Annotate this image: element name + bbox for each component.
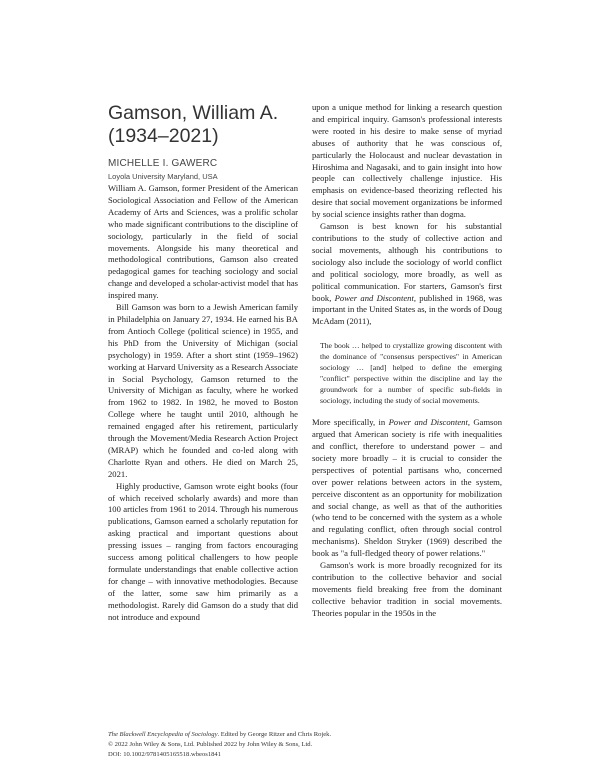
text-run: , published in 1968, was important in the United States as, in the words of Doug McAdam (2011), [312,292,503,327]
editors: . Edited by George Ritzer and Chris Rojek. [217,731,332,738]
citation-line [108,730,408,740]
paragraph: William A. Gamson, former President of the American Sociological Association and Fellow of the American Academy of Arts and Sciences, was a prolific scholar who made significant contributions to the discipline of sociology, particularly in the field of social movements. Alongside his many theoretical and methodological contributions, Gamson also created pedagogical games for teaching sociology and social change and developed a scholar-activist model that has inspired many. [108,183,298,301]
copyright-line: © 2022 John Wiley & Sons, Ltd. Published 2022 by John Wiley & Sons, Ltd. [108,741,313,748]
article-title [108,102,298,148]
paragraph: Bill Gamson was born to a Jewish American family in Philadelphia on January 27, 1934. He earned his BA from Antioch College (political science) in 1955, and his PhD from the University of Michigan (social psychology) in 1959. After a short stint (1959–1962) working at Harvard University as a Research Associate in Social Psychology, Gamson returned to the University of Michigan as faculty, where he worked from 1962 to 1982. In 1982, he moved to Boston College where he taught until 2010, although he remained engaged after his retirement, particularly through the Movement/Media Research Action Project (MRAP) which he founded and co-led along with Charlotte Ryan and others. He died on March 25, 2021. [108,302,298,479]
paragraph [312,417,502,560]
page-footer [108,730,408,760]
text-run: , Gamson argued that American society is rife with inequalities and conflict, therefore to understand power – and society more broadly – it is crucial to consider the perspectives of potential partisans who, concerned over power relations between actors in the system, perceive discontent as an opportunity for mobilization and social change, as well as that of the authorities (who tend to be concerned with the system as a whole and regulating conflict, often through social control mechanisms). Sheldon Stryker (1969) described the book as "a full-fledged theory of power relations." [312,417,502,559]
encyclopedia-title: The Blackwell Encyclopedia of Sociology [108,731,218,738]
paragraph: upon a unique method for linking a research question and empirical inquiry. Gamson's professional interests were rooted in his desire to make sense of myriad abuses of authority that he was conscious of, particularly the Holocaust and nuclear devastation in Hiroshima and Nagasaki, and to gain insight into how people can collectively challenge injustice. His emphasis on evidence-based theorizing reflected his desire that social movement organizations be informed by social science insights rather than dogma. [312,102,502,220]
paragraph [312,221,502,328]
right-column [312,102,502,620]
text-run: More specifically, in [312,417,389,428]
author-name: MICHELLE I. GAWERC [108,158,218,169]
book-title: Power and Discontent [334,292,414,303]
block-quote: The book … helped to crystallize growing discontent with the dominance of "consensus perspectives" in American sociology … [and] helped to define the emerging "conflict" perspective within the discipline and lay the groundwork for a number of specific sub-fields in sociology, including the study of social movements. [320,341,502,406]
left-column [108,183,298,624]
paragraph: Highly productive, Gamson wrote eight books (four of which received scholarly awards) and more than 100 articles from 1961 to 2014. Through his numerous publications, Gamson earned a scholarly reputation for asking practical and important questions about pressing issues – ranging from factors encouraging success among political challengers to how people formulate understandings that enable collective action for change – with innovative methodologies. Because of the latter, some saw him primarily as a methodologist. Rarely did Gamson do a study that did not introduce and expound [108,480,298,622]
author-affiliation: Loyola University Maryland, USA [108,172,218,181]
title-line-2: (1934–2021) [108,125,219,147]
title-line-1: Gamson, William A. [108,102,279,124]
article-header [108,102,298,181]
doi-line: DOI: 10.1002/9781405165518.wbeos1841 [108,751,222,758]
text-run: Gamson is best known for his substantial contributions to the study of collective action and social movements, although his contributions to sociology also include the sociology of world conflict and political sociology, more broadly, as well as political communication. For starters, Gamson's first book, [312,221,502,303]
book-title: Power and Discontent [388,417,468,428]
paragraph: Gamson's work is more broadly recognized for its contribution to the collective behavior and social movements field breaking free from the dominant collective behavior tradition in social movements. Theories popular in the 1950s in the [312,560,502,618]
